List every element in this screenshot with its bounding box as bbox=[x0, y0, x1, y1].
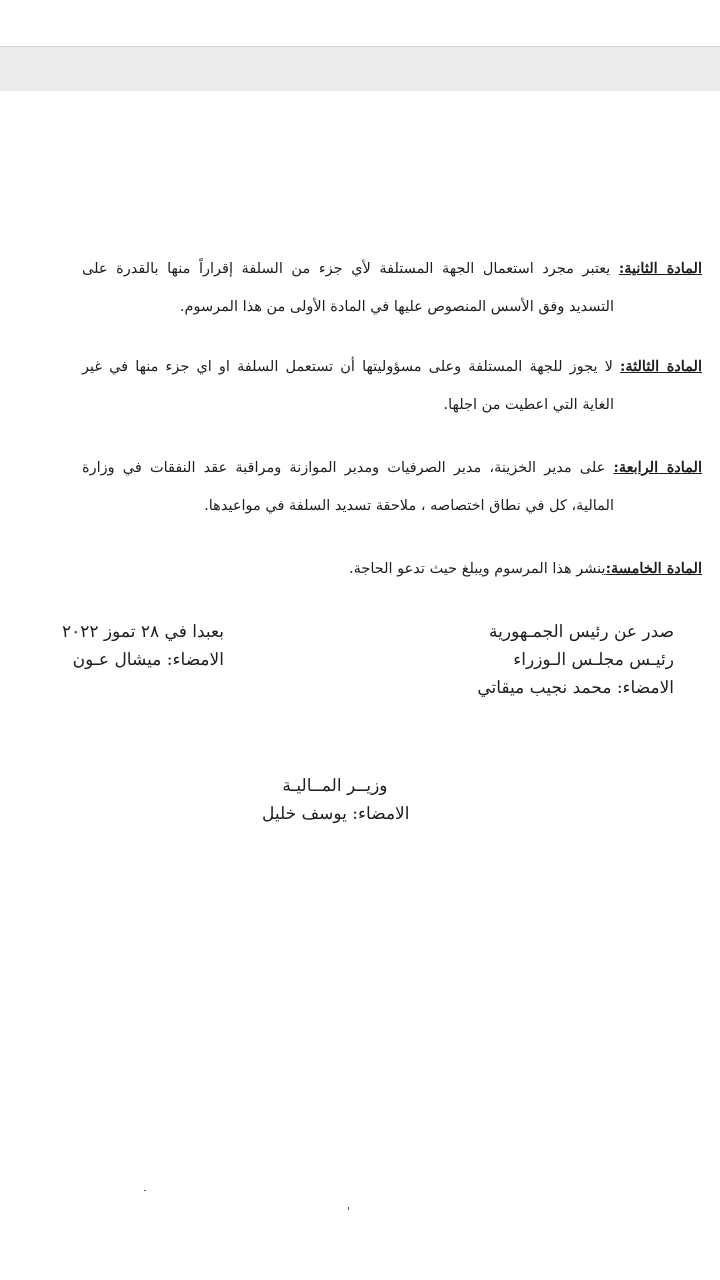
article-5-text-1: ينشر هذا المرسوم ويبلغ حيث تدعو الحاجة. bbox=[348, 561, 606, 577]
finance-minister-signature: الامضاء: يوسف خليل bbox=[262, 804, 410, 824]
president-signature-block bbox=[62, 618, 224, 674]
scan-speck bbox=[144, 1190, 146, 1191]
article-5 bbox=[349, 556, 702, 594]
article-2-title: المادة الثانية: bbox=[618, 260, 702, 277]
article-3-title: المادة الثالثة: bbox=[619, 358, 702, 375]
article-2-line-2: التسديد وفق الأسس المنصوص عليها في المادة الأولى من هذا المرسوم. bbox=[179, 299, 614, 315]
article-3-line-2: الغاية التي اعطيت من اجلها. bbox=[443, 397, 614, 413]
article-4 bbox=[82, 455, 702, 531]
article-2 bbox=[82, 256, 702, 332]
article-4-line-1 bbox=[82, 455, 702, 493]
article-3 bbox=[82, 354, 702, 430]
president-signature: الامضاء: ميشال عـون bbox=[72, 650, 224, 670]
place-date: بعبدا في ٢٨ تموز ٢٠٢٢ bbox=[62, 622, 224, 642]
prime-minister-signature-block bbox=[477, 618, 674, 702]
article-3-text-1: لا يجوز للجهة المستلفة وعلى مسؤوليتها أن تستعمل السلفة او اي جزء منها في غير bbox=[82, 359, 620, 375]
finance-minister-signature-block bbox=[262, 772, 409, 828]
article-4-line-2: المالية، كل في نطاق اختصاصه ، ملاحقة تسديد السلفة في مواعيدها. bbox=[204, 498, 614, 514]
article-2-text-1: يعتبر مجرد استعمال الجهة المستلفة لأي جزء من السلفة إقراراً منها بالقدرة على bbox=[82, 261, 619, 277]
article-3-line-1 bbox=[82, 354, 702, 392]
article-2-line-1 bbox=[82, 256, 702, 294]
finance-minister-title: وزيــر المــاليـة bbox=[282, 776, 388, 796]
article-4-title: المادة الرابعة: bbox=[613, 459, 702, 476]
article-5-title: المادة الخامسة: bbox=[605, 560, 702, 577]
prime-minister-title: رئيـس مجلـس الـوزراء bbox=[513, 650, 674, 670]
prime-minister-signature: الامضاء: محمد نجيب ميقاتي bbox=[477, 678, 674, 698]
article-5-line-1 bbox=[349, 556, 702, 594]
issued-by: صدر عن رئيس الجمـهورية bbox=[489, 622, 674, 642]
article-4-text-1: على مدير الخزينة، مدير الصرفيات ومدير الموازنة ومراقبة عقد النفقات في وزارة bbox=[82, 460, 614, 476]
scan-speck bbox=[348, 1207, 349, 1210]
